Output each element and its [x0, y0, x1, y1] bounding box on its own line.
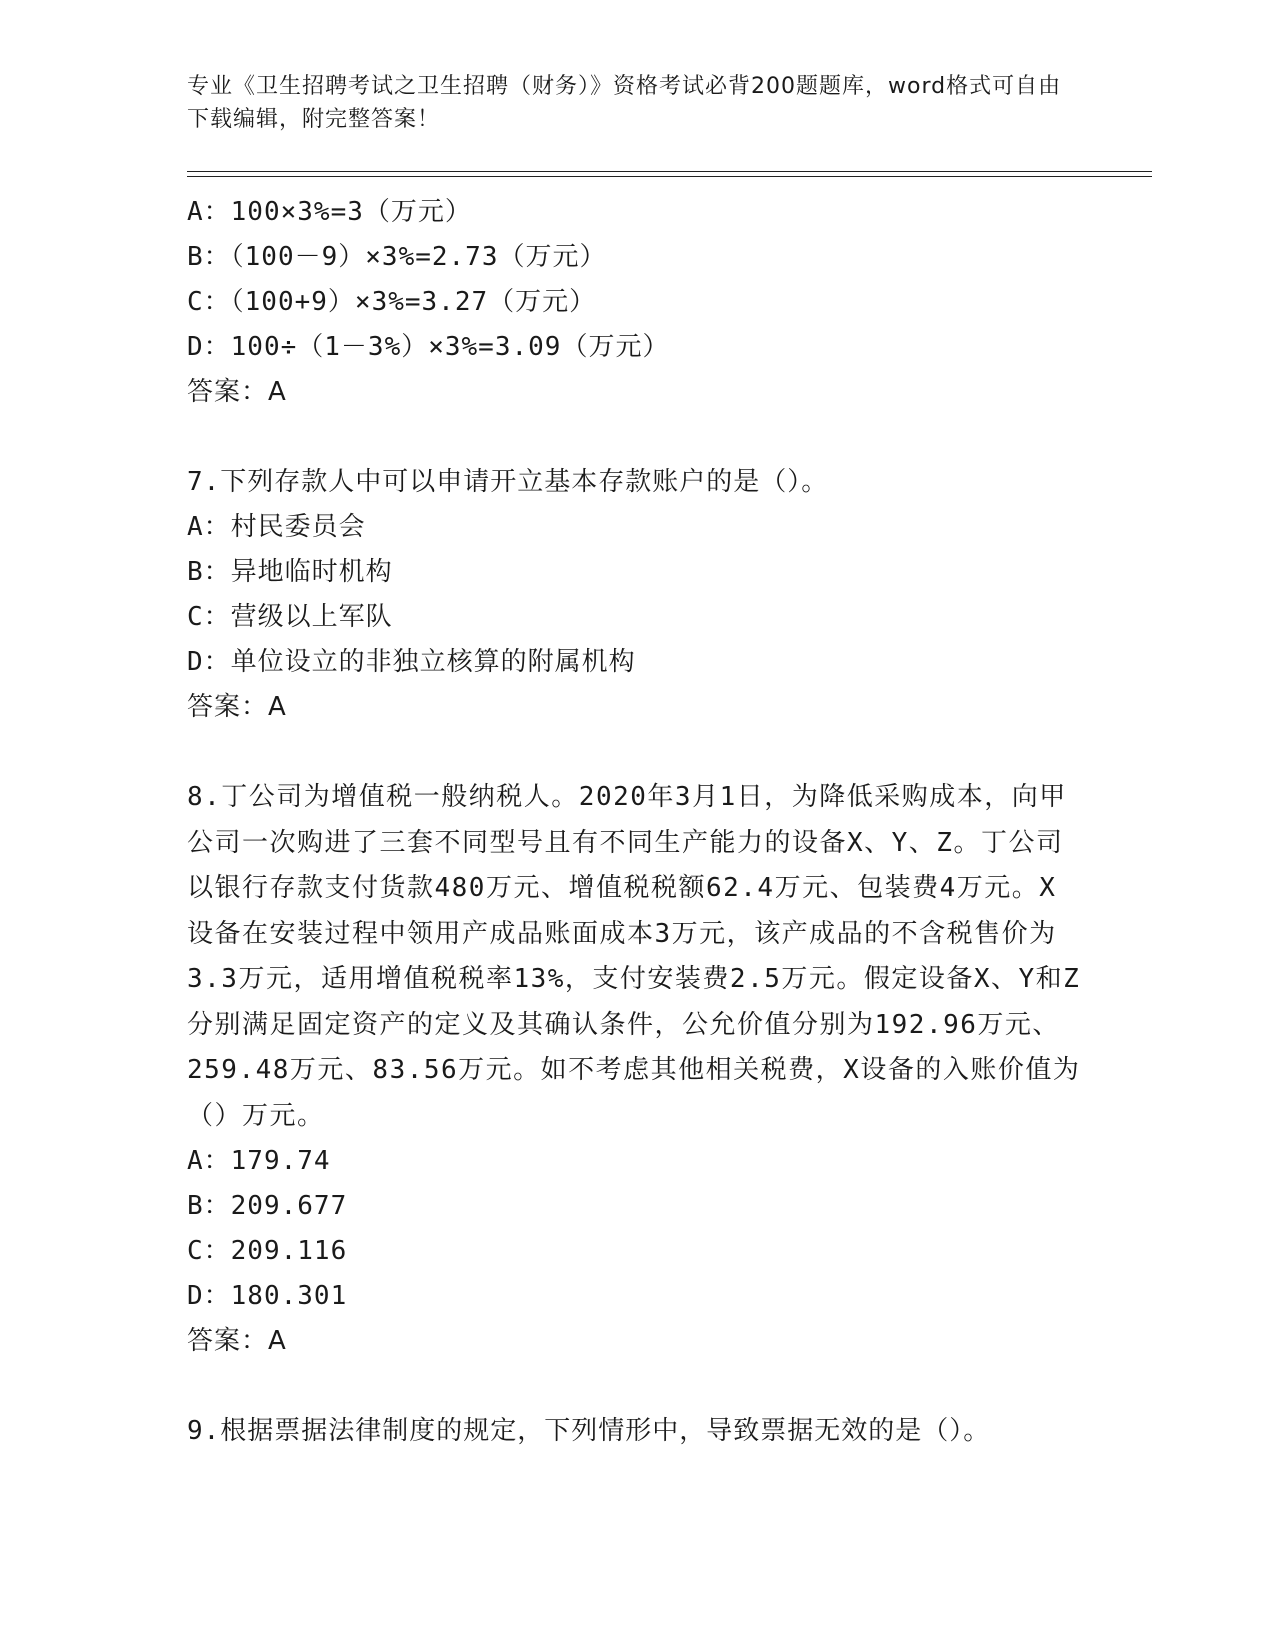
option-d: D：100÷（1－3%）×3%=3.09（万元）: [187, 332, 670, 362]
option-b: B：209.677: [187, 1191, 348, 1221]
option-c: C：（100+9）×3%=3.27（万元）: [187, 287, 597, 317]
document-body: [187, 190, 1087, 1454]
option-c: C：营级以上军队: [187, 602, 393, 632]
option-d: D：单位设立的非独立核算的附属机构: [187, 647, 636, 677]
option-b: B：（100－9）×3%=2.73（万元）: [187, 242, 607, 272]
question-stem: 9.根据票据法律制度的规定，下列情形中，导致票据无效的是（）。: [187, 1416, 991, 1446]
answer: 答案：A: [187, 692, 287, 722]
question-stem: 7.下列存款人中可以申请开立基本存款账户的是（）。: [187, 467, 829, 497]
header-rule-bottom: [187, 176, 1152, 177]
option-a: A：村民委员会: [187, 512, 366, 542]
option-a: A：179.74: [187, 1146, 331, 1176]
question-8: [187, 775, 1087, 1364]
question-stem: 8.丁公司为增值税一般纳税人。2020年3月1日，为降低采购成本，向甲公司一次购进了三套不同型号且有不同生产能力的设备X、Y、Z。丁公司以银行存款支付货款480万元、增值税税额62.4万元、包装费4万元。X设备在安装过程中领用产成品账面成本3万元，该产成品的不含税售价为3.3万元，适用增值税税率13%，支付安装费2.5万元。假定设备X、Y和Z分别满足固定资产的定义及其确认条件，公允价值分别为192.96万元、259.48万元、83.56万元。如不考虑其他相关税费，X设备的入账价值为（）万元。: [187, 782, 1081, 1131]
document-header: [187, 70, 1067, 136]
option-d: D：180.301: [187, 1281, 348, 1311]
option-b: B：异地临时机构: [187, 557, 393, 587]
answer: 答案：A: [187, 377, 287, 407]
option-c: C：209.116: [187, 1236, 348, 1266]
option-a: A：100×3%=3（万元）: [187, 197, 472, 227]
question-9: [187, 1409, 1087, 1454]
document-title: 专业《卫生招聘考试之卫生招聘（财务）》资格考试必背200题题库，word格式可自由下载编辑，附完整答案！: [187, 74, 1062, 132]
header-rule-top: [187, 171, 1152, 172]
question-6: [187, 190, 1087, 415]
question-7: [187, 460, 1087, 730]
answer: 答案：A: [187, 1326, 287, 1356]
